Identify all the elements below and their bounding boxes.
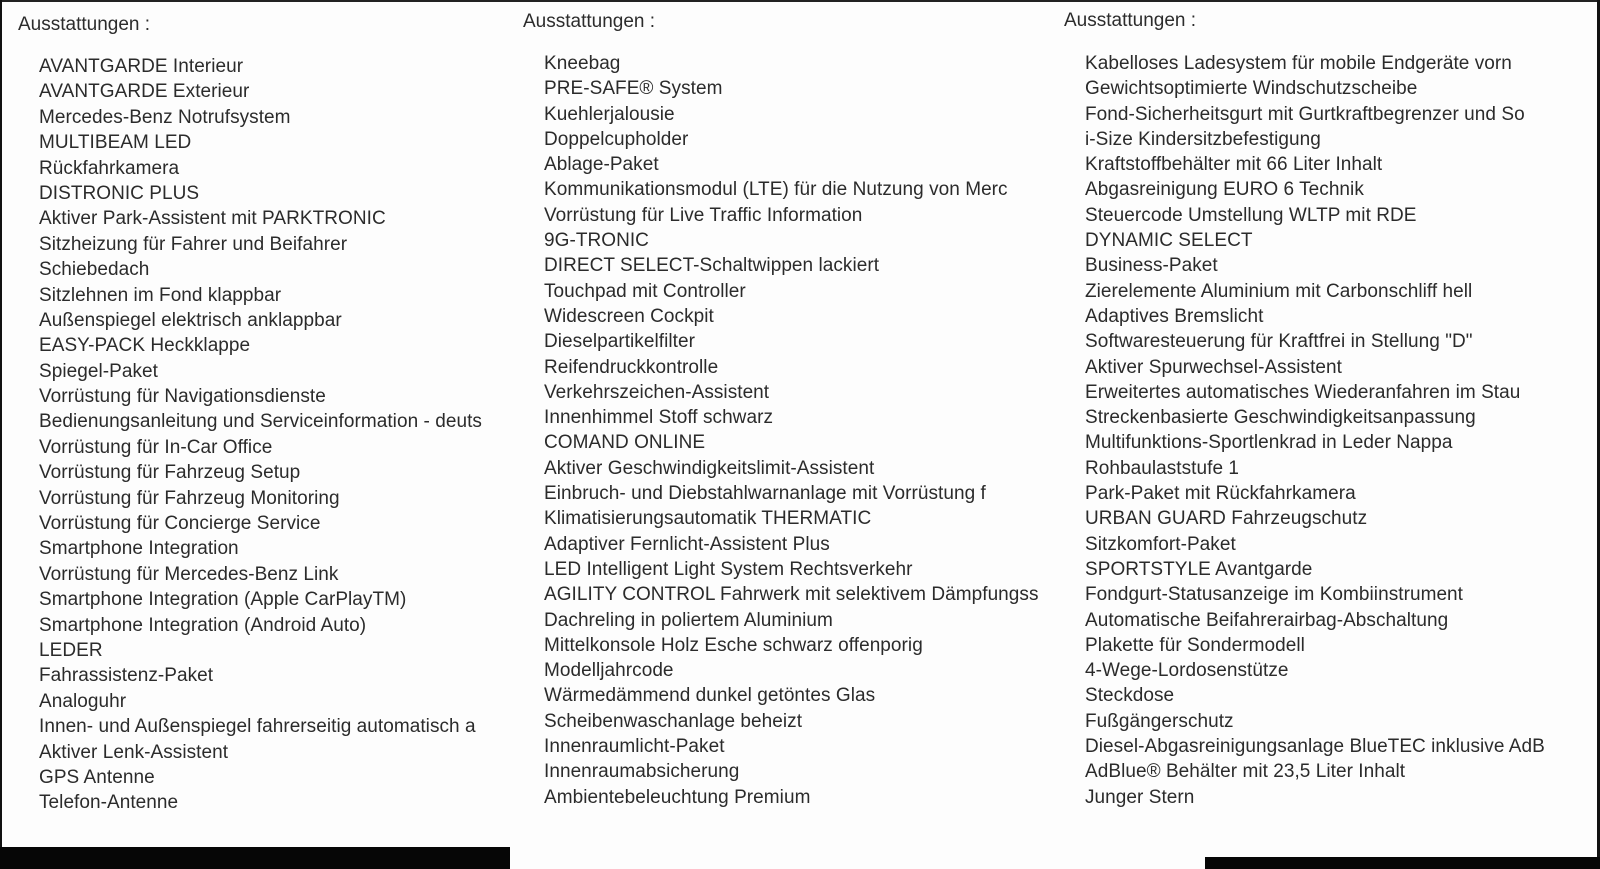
equipment-item: Wärmedämmend dunkel getöntes Glas [544, 685, 876, 707]
equipment-item: Aktiver Spurwechsel-Assistent [1085, 356, 1342, 378]
equipment-item: Modelljahrcode [544, 660, 674, 682]
equipment-item: Plakette für Sondermodell [1085, 634, 1305, 656]
scan-black-bar-right [1205, 857, 1600, 869]
equipment-item: Dieselpartikelfilter [544, 331, 695, 353]
equipment-item: LED Intelligent Light System Rechtsverkehr [544, 558, 913, 580]
scan-black-bar-left [0, 847, 510, 869]
equipment-item: Innenraumlicht-Paket [544, 736, 725, 758]
column-heading: Ausstattungen : [523, 11, 656, 32]
equipment-item: Rückfahrkamera [39, 157, 180, 179]
equipment-item: Doppelcupholder [544, 128, 689, 150]
equipment-item: Sitzlehnen im Fond klappbar [39, 284, 282, 306]
equipment-item: 4-Wege-Lordosenstütze [1085, 660, 1289, 682]
equipment-item: Fahrassistenz-Paket [39, 665, 214, 687]
equipment-item: DYNAMIC SELECT [1085, 230, 1253, 252]
equipment-item: Bedienungsanleitung und Serviceinformation - deuts [39, 411, 482, 433]
equipment-item: DIRECT SELECT-Schaltwippen lackiert [544, 255, 880, 277]
scan-border-left [0, 0, 2, 869]
equipment-item: Analoguhr [39, 690, 127, 712]
equipment-item: Abgasreinigung EURO 6 Technik [1085, 179, 1364, 201]
equipment-item: Park-Paket mit Rückfahrkamera [1085, 483, 1356, 505]
equipment-item: MULTIBEAM LED [39, 132, 192, 154]
equipment-item: Aktiver Lenk-Assistent [39, 741, 229, 763]
equipment-item: Sitzheizung für Fahrer und Beifahrer [39, 233, 348, 255]
equipment-item: Vorrüstung für In-Car Office [39, 436, 273, 458]
equipment-item: Aktiver Geschwindigkeitslimit-Assistent [544, 457, 875, 479]
equipment-item: GPS Antenne [39, 766, 155, 788]
equipment-item: Smartphone Integration (Android Auto) [39, 614, 367, 636]
equipment-item: PRE-SAFE® System [544, 78, 723, 100]
equipment-item: Multifunktions-Sportlenkrad in Leder Nappa [1085, 432, 1453, 454]
equipment-item: Einbruch- und Diebstahlwarnanlage mit Vorrüstung f [544, 483, 986, 505]
column-heading: Ausstattungen : [18, 14, 151, 35]
equipment-item: COMAND ONLINE [544, 432, 706, 454]
equipment-item: Adaptiver Fernlicht-Assistent Plus [544, 533, 830, 555]
equipment-item: AdBlue® Behälter mit 23,5 Liter Inhalt [1085, 761, 1406, 783]
equipment-item: Kabelloses Ladesystem für mobile Endgeräte vorn [1085, 53, 1512, 74]
equipment-item: Business-Paket [1085, 255, 1218, 277]
equipment-item: AVANTGARDE Interieur [39, 56, 244, 77]
equipment-item: Außenspiegel elektrisch anklappbar [39, 309, 342, 331]
equipment-item: Diesel-Abgasreinigungsanlage BlueTEC inklusive AdB [1085, 736, 1545, 758]
equipment-item: Touchpad mit Controller [544, 280, 746, 302]
equipment-item: Vorrüstung für Fahrzeug Setup [39, 462, 301, 484]
equipment-item: URBAN GUARD Fahrzeugschutz [1085, 508, 1368, 530]
equipment-item: Telefon-Antenne [39, 792, 179, 814]
equipment-item: Automatische Beifahrerairbag-Abschaltung [1085, 609, 1449, 631]
equipment-item: Fondgurt-Statusanzeige im Kombiinstrument [1085, 584, 1464, 606]
equipment-item: Streckenbasierte Geschwindigkeitsanpassung [1085, 407, 1476, 429]
equipment-list [544, 51, 1039, 810]
equipment-item: AVANTGARDE Exterieur [39, 81, 250, 103]
equipment-item: Kneebag [544, 53, 621, 74]
equipment-item: AGILITY CONTROL Fahrwerk mit selektivem Dämpfungss [544, 584, 1039, 606]
equipment-item: LEDER [39, 639, 103, 661]
equipment-item: Fond-Sicherheitsgurt mit Gurtkraftbegrenzer und So [1085, 103, 1525, 125]
equipment-item: Mercedes-Benz Notrufsystem [39, 106, 291, 128]
equipment-item: Steuercode Umstellung WLTP mit RDE [1085, 204, 1417, 226]
equipment-item: Fußgängerschutz [1085, 710, 1234, 732]
equipment-item: Spiegel-Paket [39, 360, 158, 382]
equipment-item: Zierelemente Aluminium mit Carbonschliff hell [1085, 280, 1473, 302]
equipment-item: Vorrüstung für Fahrzeug Monitoring [39, 487, 340, 509]
equipment-item: Gewichtsoptimierte Windschutzscheibe [1085, 78, 1418, 100]
equipment-item: i-Size Kindersitzbefestigung [1085, 128, 1321, 150]
equipment-item: Steckdose [1085, 685, 1175, 707]
equipment-list [1085, 51, 1545, 810]
equipment-item: Ambientebeleuchtung Premium [544, 786, 811, 808]
equipment-item: Innen- und Außenspiegel fahrerseitig automatisch a [39, 716, 476, 738]
equipment-item: Ablage-Paket [544, 154, 659, 176]
equipment-list [39, 54, 482, 816]
equipment-item: Softwaresteuerung für Kraftfrei in Stellung "D" [1085, 331, 1473, 353]
equipment-item: Widescreen Cockpit [544, 305, 714, 327]
equipment-item: Vorrüstung für Live Traffic Information [544, 204, 863, 226]
equipment-item: Innenhimmel Stoff schwarz [544, 407, 773, 429]
equipment-item: 9G-TRONIC [544, 230, 649, 252]
equipment-item: DISTRONIC PLUS [39, 182, 200, 204]
equipment-item: Innenraumabsicherung [544, 761, 740, 783]
equipment-item: Verkehrszeichen-Assistent [544, 381, 770, 403]
equipment-item: Mittelkonsole Holz Esche schwarz offenporig [544, 634, 923, 656]
equipment-item: Schiebedach [39, 259, 150, 281]
equipment-item: Klimatisierungsautomatik THERMATIC [544, 508, 872, 530]
equipment-item: Kuehlerjalousie [544, 103, 675, 125]
equipment-item: Kraftstoffbehälter mit 66 Liter Inhalt [1085, 154, 1383, 176]
equipment-item: Rohbaulaststufe 1 [1085, 457, 1240, 479]
equipment-item: Aktiver Park-Assistent mit PARKTRONIC [39, 208, 386, 230]
equipment-item: Sitzkomfort-Paket [1085, 533, 1236, 555]
equipment-item: Smartphone Integration (Apple CarPlayTM) [39, 589, 407, 611]
equipment-item: Dachreling in poliertem Aluminium [544, 609, 833, 631]
equipment-item: Vorrüstung für Navigationsdienste [39, 386, 326, 408]
equipment-item: Junger Stern [1085, 786, 1195, 808]
equipment-item: Erweitertes automatisches Wiederanfahren im Stau [1085, 381, 1521, 403]
equipment-item: Kommunikationsmodul (LTE) für die Nutzung von Merc [544, 179, 1008, 201]
equipment-item: EASY-PACK Heckklappe [39, 335, 251, 357]
equipment-item: Scheibenwaschanlage beheizt [544, 710, 803, 732]
equipment-item: Vorrüstung für Mercedes-Benz Link [39, 563, 339, 585]
equipment-item: Adaptives Bremslicht [1085, 305, 1264, 327]
equipment-item: Vorrüstung für Concierge Service [39, 513, 321, 535]
equipment-item: Smartphone Integration [39, 538, 239, 560]
equipment-item: Reifendruckkontrolle [544, 356, 719, 378]
equipment-item: SPORTSTYLE Avantgarde [1085, 558, 1313, 580]
scan-border-top [0, 0, 1600, 2]
column-heading: Ausstattungen : [1064, 10, 1197, 31]
